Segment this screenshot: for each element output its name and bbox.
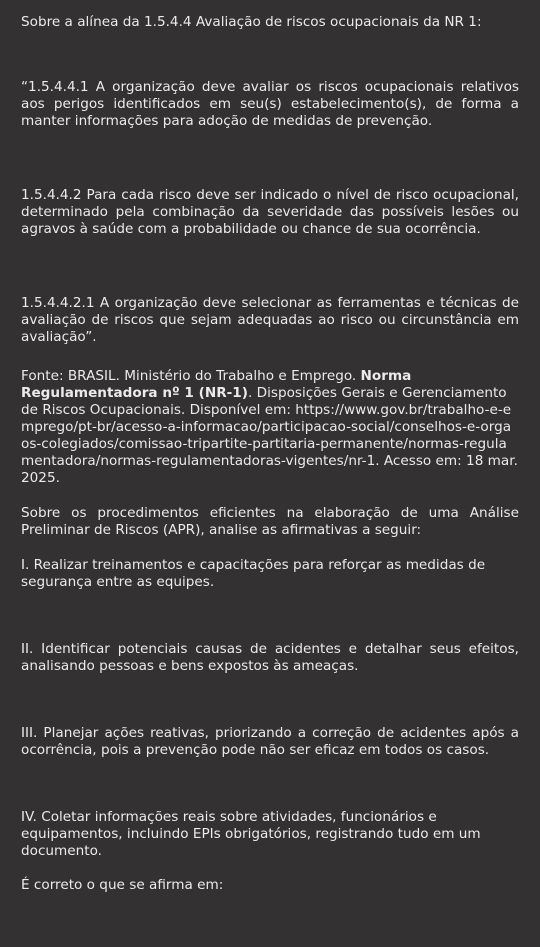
quote-paragraph-1: “1.5.4.4.1 A organização deve avaliar os riscos ocupacionais relativos aos perigos identificados em seu(s) estabelecimento(s), de forma a manter informações para adoção de medidas de prevenção. <box>21 79 519 129</box>
quote-paragraph-2: 1.5.4.4.2 Para cada risco deve ser indicado o nível de risco ocupacional, determinado pela combinação da severidade das possíveis lesões ou agravos à saúde com a probabilidade ou chance de sua ocorrência. <box>21 187 519 237</box>
question-content <box>21 14 519 894</box>
quote-paragraph-3: 1.5.4.4.2.1 A organização deve selecionar as ferramentas e técnicas de avaliação de riscos que sejam adequadas ao risco ou circunstância em avaliação”. <box>21 295 519 345</box>
statement-4: IV. Coletar informações reais sobre atividades, funcionários e equipamentos, incluindo EPIs obrigatórios, registrando tudo em um documento. <box>21 809 481 859</box>
statement-3: III. Planejar ações reativas, priorizando a correção de acidentes após a ocorrência, pois a prevenção pode não ser eficaz em todos os casos. <box>21 725 519 758</box>
statement-1: I. Realizar treinamentos e capacitações para reforçar as medidas de segurança entre as equipes. <box>21 557 486 590</box>
intro-text: Sobre a alínea da 1.5.4.4 Avaliação de riscos ocupacionais da NR 1: <box>21 14 482 30</box>
question-prompt: É correto o que se afirma em: <box>21 877 224 893</box>
source-citation <box>21 368 519 487</box>
source-suffix: . Disposições Gerais e Gerenciamento de Riscos Ocupacionais. Disponível em: https://www.gov.br/trabalho-e-emprego/pt-br/acesso-a-informacao/participacao-social/conselhos-e-orgaos-colegiados/comissao-tripartite-partitaria-permanente/normas-regulamentadora/normas-regulamentadoras-vigentes/nr-1. Acesso em: 18 mar. 2025. <box>21 385 518 486</box>
source-prefix: Fonte: BRASIL. Ministério do Trabalho e Emprego. <box>21 368 361 384</box>
source-title: Norma Regulamentadora nº 1 (NR-1) <box>21 368 412 401</box>
statement-2: II. Identificar potenciais causas de acidentes e detalhar seus efeitos, analisando pessoas e bens expostos às ameaças. <box>21 641 519 674</box>
question-lead: Sobre os procedimentos eficientes na elaboração de uma Análise Preliminar de Riscos (APR), analise as afirmativas a seguir: <box>21 505 519 538</box>
